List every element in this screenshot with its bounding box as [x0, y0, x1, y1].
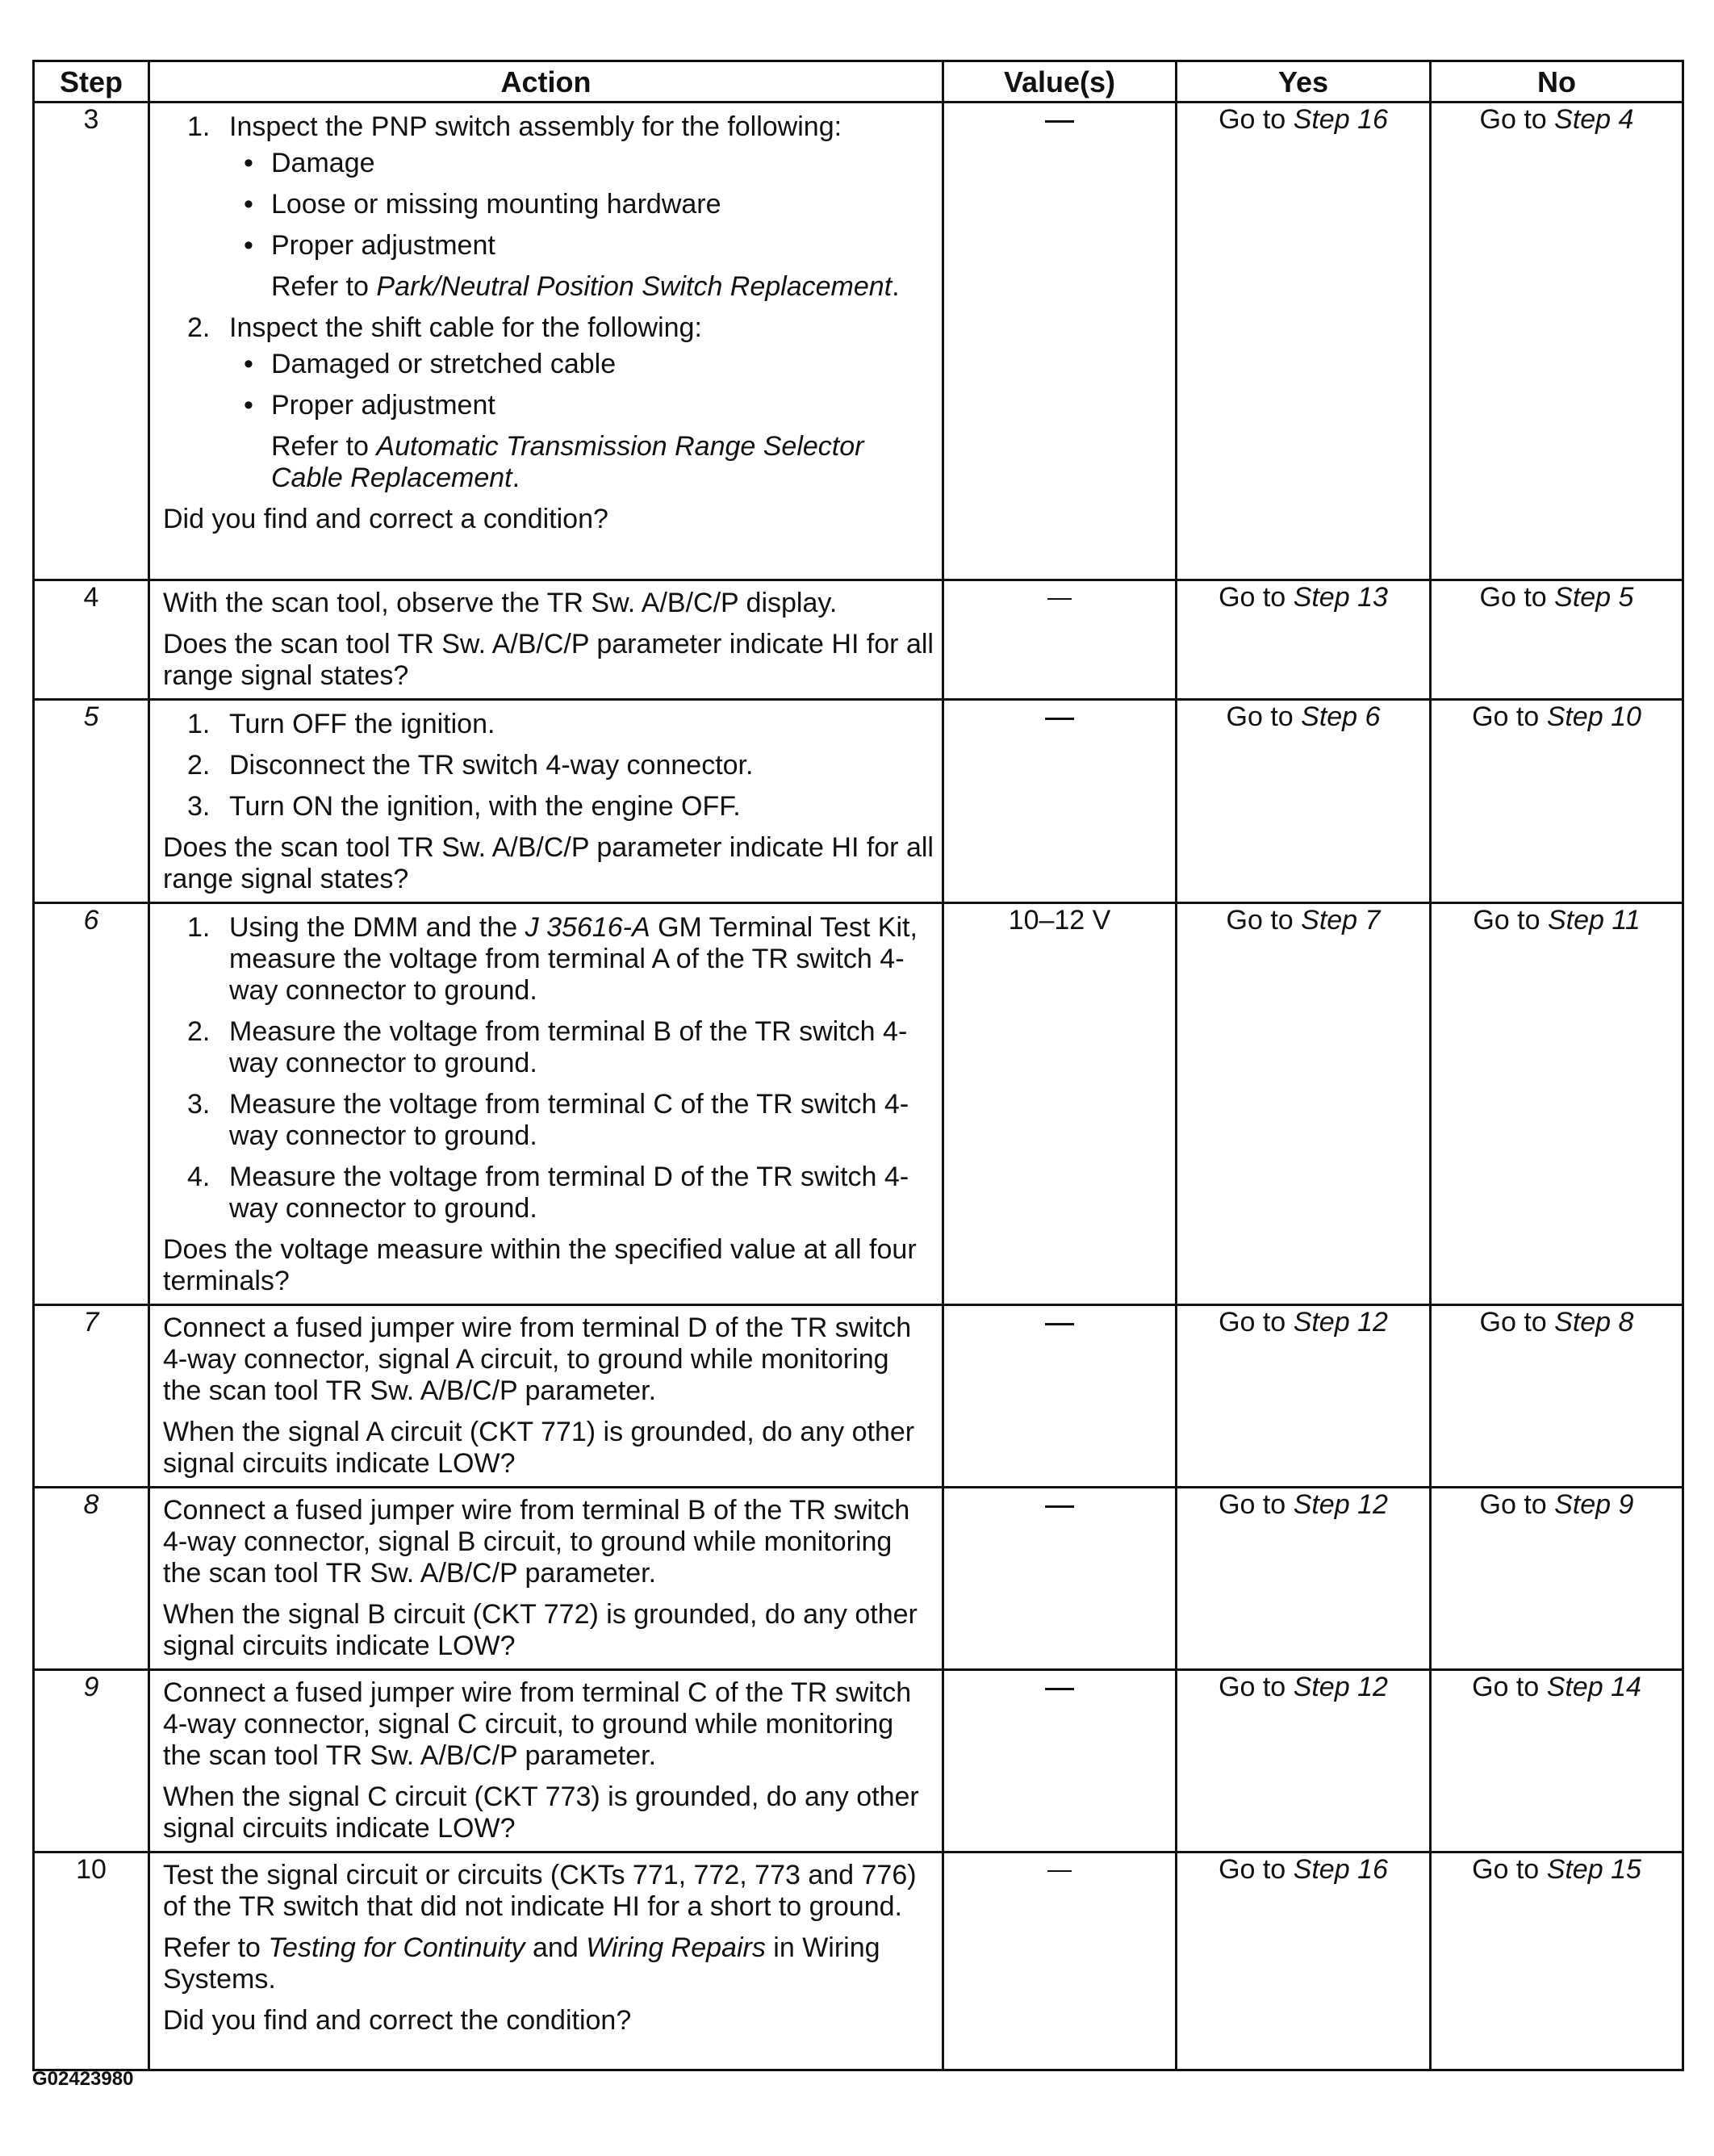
action-item: 2. Disconnect the TR switch 4-way connector. — [187, 750, 754, 781]
question-text: Did you find and correct the condition? — [163, 2005, 632, 2036]
step-number: 10 — [34, 1852, 149, 2070]
question-text: Does the scan tool TR Sw. A/B/C/P parameter indicate HI for all range signal states? — [163, 629, 934, 691]
dash-mark — [1045, 1323, 1074, 1325]
no-goto[interactable]: Go to Step 11 — [1431, 903, 1683, 1305]
bullet-item: • Loose or missing mounting hardware — [244, 189, 721, 220]
action-cell — [149, 1305, 943, 1488]
bullet-item: • Damage — [244, 148, 375, 178]
dash-mark — [1047, 598, 1072, 600]
value-cell — [943, 1488, 1177, 1670]
action-cell — [149, 903, 943, 1305]
step-number: 7 — [34, 1305, 149, 1488]
question-text: When the signal B circuit (CKT 772) is grounded, do any other signal circuits indicate LOW? — [163, 1599, 918, 1661]
yes-goto[interactable]: Go to Step 13 — [1177, 580, 1431, 700]
yes-goto[interactable]: Go to Step 12 — [1177, 1670, 1431, 1852]
step-number: 3 — [34, 103, 149, 580]
yes-goto[interactable]: Go to Step 16 — [1177, 1852, 1431, 2070]
table-row-step-5 — [34, 700, 1683, 903]
action-text: Test the signal circuit or circuits (CKTs 771, 772, 773 and 776) of the TR switch that did not indicate HI for a short to ground. — [163, 1860, 917, 1922]
dash-mark — [1045, 1688, 1074, 1690]
no-goto[interactable]: Go to Step 5 — [1431, 580, 1683, 700]
bullet-item: • Proper adjustment — [244, 390, 495, 421]
no-goto[interactable]: Go to Step 14 — [1431, 1670, 1683, 1852]
action-item: 2. Inspect the shift cable for the following: • Damaged or stretched cable • Proper adjustment Refer to Automatic Transmission Range Selector Cable Replacement. — [163, 312, 934, 494]
refer-note: Refer to Testing for Continuity and Wiring Repairs in Wiring Systems. — [163, 1932, 880, 1995]
header-action: Action — [149, 61, 943, 103]
reference-link[interactable]: Testing for Continuity — [268, 1932, 525, 1963]
yes-goto[interactable]: Go to Step 6 — [1177, 700, 1431, 903]
yes-goto[interactable]: Go to Step 16 — [1177, 103, 1431, 580]
action-text: Connect a fused jumper wire from terminal B of the TR switch 4-way connector, signal B circuit, to ground while monitoring the scan tool TR Sw. A/B/C/P parameter. — [163, 1495, 910, 1589]
action-item: 3. Measure the voltage from terminal C of the TR switch 4-way connector to ground. — [187, 1089, 909, 1151]
diagnostic-table — [32, 60, 1684, 2071]
refer-note: Refer to Automatic Transmission Range Selector Cable Replacement. — [271, 431, 864, 493]
step-number: 4 — [34, 580, 149, 700]
no-goto[interactable]: Go to Step 8 — [1431, 1305, 1683, 1488]
table-row-step-9 — [34, 1670, 1683, 1852]
action-text: Connect a fused jumper wire from terminal C of the TR switch 4-way connector, signal C circuit, to ground while monitoring the scan tool TR Sw. A/B/C/P parameter. — [163, 1677, 912, 1771]
reference-link[interactable]: Wiring Repairs — [586, 1932, 766, 1963]
dash-mark — [1045, 120, 1074, 123]
reference-link[interactable]: Automatic Transmission Range Selector Cable Replacement — [271, 431, 864, 493]
table-row-step-10 — [34, 1852, 1683, 2070]
value-cell — [943, 580, 1177, 700]
table-row-step-8 — [34, 1488, 1683, 1670]
action-item: 4. Measure the voltage from terminal D of the TR switch 4-way connector to ground. — [187, 1162, 909, 1224]
yes-goto[interactable]: Go to Step 12 — [1177, 1305, 1431, 1488]
action-cell — [149, 1852, 943, 2070]
question-text: Does the scan tool TR Sw. A/B/C/P parameter indicate HI for all range signal states? — [163, 832, 934, 894]
header-values: Value(s) — [943, 61, 1177, 103]
action-cell — [149, 700, 943, 903]
value-cell — [943, 1670, 1177, 1852]
action-cell — [149, 580, 943, 700]
step-number: 6 — [34, 903, 149, 1305]
action-text: Connect a fused jumper wire from terminal D of the TR switch 4-way connector, signal A circuit, to ground while monitoring the scan tool TR Sw. A/B/C/P parameter. — [163, 1312, 912, 1406]
bullet-item: • Damaged or stretched cable — [244, 349, 617, 379]
header-step: Step — [34, 61, 149, 103]
question-text: Did you find and correct a condition? — [163, 504, 608, 534]
action-item: 2. Measure the voltage from terminal B of the TR switch 4-way connector to ground. — [187, 1016, 908, 1078]
action-item: 1. Turn OFF the ignition. — [187, 709, 495, 739]
no-goto[interactable]: Go to Step 15 — [1431, 1852, 1683, 2070]
reference-link[interactable]: Park/Neutral Position Switch Replacement — [376, 271, 893, 302]
action-cell — [149, 103, 943, 580]
header-no: No — [1431, 61, 1683, 103]
dash-mark — [1047, 1870, 1072, 1872]
table-row-step-4 — [34, 580, 1683, 700]
refer-note: Refer to Park/Neutral Position Switch Replacement. — [271, 271, 900, 302]
step-number: 9 — [34, 1670, 149, 1852]
action-item: 3. Turn ON the ignition, with the engine OFF. — [187, 791, 741, 822]
action-item: 1. Inspect the PNP switch assembly for the following: • Damage • Loose or missing mounting hardware • Proper adjustment Refer to Park/Neutral Position Switch Replacement. — [163, 111, 934, 303]
value-cell — [943, 700, 1177, 903]
question-text: Does the voltage measure within the specified value at all four terminals? — [163, 1234, 917, 1296]
step-number: 8 — [34, 1488, 149, 1670]
table-row-step-3 — [34, 103, 1683, 580]
value-cell: 10–12 V — [943, 903, 1177, 1305]
value-cell — [943, 1305, 1177, 1488]
action-cell — [149, 1670, 943, 1852]
table-row-step-6 — [34, 903, 1683, 1305]
action-text: With the scan tool, observe the TR Sw. A/B/C/P display. — [163, 588, 838, 618]
header-yes: Yes — [1177, 61, 1431, 103]
dash-mark — [1045, 1505, 1074, 1508]
table-row-step-7 — [34, 1305, 1683, 1488]
yes-goto[interactable]: Go to Step 7 — [1177, 903, 1431, 1305]
no-goto[interactable]: Go to Step 10 — [1431, 700, 1683, 903]
value-cell — [943, 103, 1177, 580]
no-goto[interactable]: Go to Step 4 — [1431, 103, 1683, 580]
no-goto[interactable]: Go to Step 9 — [1431, 1488, 1683, 1670]
bullet-item: • Proper adjustment — [244, 230, 495, 261]
tool-number: J 35616-A — [525, 912, 650, 943]
value-cell — [943, 1852, 1177, 2070]
action-item: 1. Using the DMM and the J 35616-A GM Terminal Test Kit, measure the voltage from terminal A of the TR switch 4-way connector to ground. — [187, 912, 918, 1006]
dash-mark — [1045, 718, 1074, 720]
action-cell — [149, 1488, 943, 1670]
question-text: When the signal A circuit (CKT 771) is grounded, do any other signal circuits indicate LOW? — [163, 1417, 915, 1479]
header-row — [34, 61, 1683, 103]
yes-goto[interactable]: Go to Step 12 — [1177, 1488, 1431, 1670]
step-number: 5 — [34, 700, 149, 903]
question-text: When the signal C circuit (CKT 773) is grounded, do any other signal circuits indicate LOW? — [163, 1781, 919, 1844]
figure-id: G02423980 — [32, 2068, 134, 2090]
